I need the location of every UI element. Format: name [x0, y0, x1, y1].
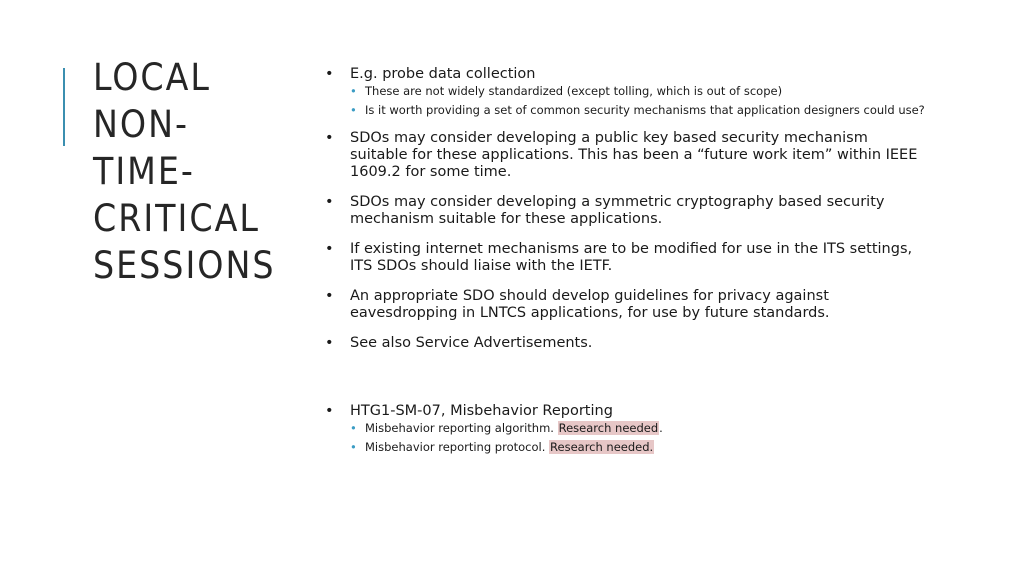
research-needed-highlight: Research needed — [558, 421, 659, 435]
sub-bullet-item: • Is it worth providing a set of common security mechanisms that application designers could use? — [350, 104, 925, 117]
sub-bullet-text: Misbehavior reporting protocol. — [365, 440, 550, 454]
sub-bullet-item — [350, 422, 925, 435]
sub-bullet-item: • These are not widely standardized (except tolling, which is out of scope) — [350, 85, 925, 98]
bullet-item: • An appropriate SDO should develop guidelines for privacy against eavesdropping in LNTCS applications, for use by future standards. — [325, 288, 925, 322]
misbehavior-list — [325, 403, 925, 454]
title-line: SESSIONS — [93, 244, 276, 287]
bullet-item: • If existing internet mechanisms are to be modified for use in the ITS settings, ITS SDOs should liaise with the IETF. — [325, 241, 925, 275]
research-needed-highlight: Research needed. — [550, 440, 654, 454]
sub-bullet-item — [350, 441, 925, 454]
bullet-text: E.g. probe data collection — [350, 66, 536, 82]
bullet-item: • See also Service Advertisements. — [325, 335, 925, 352]
sub-bullet-suffix: . — [659, 421, 663, 435]
bullet-item: • SDOs may consider developing a symmetric cryptography based security mechanism suitable for these applications. — [325, 194, 925, 228]
title-line: TIME- — [93, 150, 195, 193]
bullet-item: • SDOs may consider developing a public key based security mechanism suitable for these applications. This has been a “future work item” within IEEE 1609.2 for some time. — [325, 130, 925, 181]
spacer — [325, 365, 925, 403]
sub-bullet-list — [350, 422, 925, 454]
sub-bullet-text: Misbehavior reporting algorithm. — [365, 421, 558, 435]
slide-content — [325, 66, 925, 467]
bullet-item — [325, 66, 925, 117]
title-line: NON- — [93, 103, 190, 146]
title-accent-bar — [63, 68, 65, 146]
bullet-list — [325, 66, 925, 352]
title-line: CRITICAL — [93, 197, 260, 240]
slide-title — [93, 54, 283, 289]
sub-bullet-list — [350, 85, 925, 117]
title-line: LOCAL — [93, 56, 211, 99]
bullet-text: HTG1-SM-07, Misbehavior Reporting — [350, 403, 613, 419]
bullet-item — [325, 403, 925, 454]
